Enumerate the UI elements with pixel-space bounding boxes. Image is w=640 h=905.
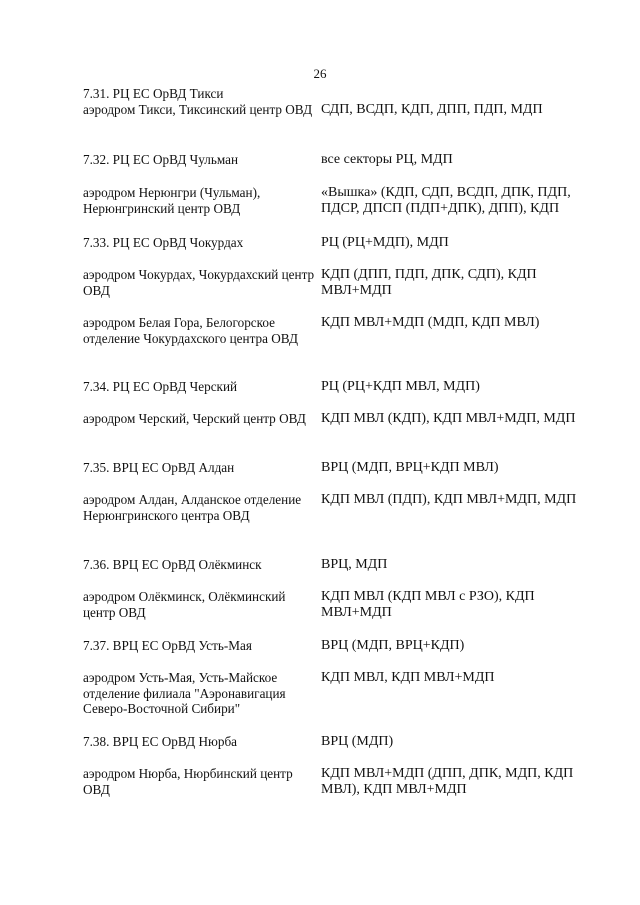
entry-row [83,185,593,217]
entry-value: КДП МВЛ+МДП (МДП, КДП МВЛ) [321,315,540,330]
entry-value: ВРЦ, МДП [321,557,388,572]
entry-value: все секторы РЦ, МДП [321,152,453,167]
entry-value: ВРЦ (МДП, ВРЦ+КДП МВЛ) [321,460,499,475]
page-number: 26 [313,66,327,81]
entry-label: аэродром Алдан, Алданское отделение Нерюнгринского центра ОВД [83,492,302,523]
entry-value: СДП, ВСДП, КДП, ДПП, ПДП, МДП [321,102,543,117]
entry-label: аэродром Тикси, Тиксинский центр ОВД [83,102,313,117]
entry-label: аэродром Олёкминск, Олёкминский центр ОВД [83,589,286,620]
entry-row [83,638,593,654]
entry-row [83,411,593,427]
entry-row [83,557,593,573]
entry-row [83,734,593,750]
entry-value: КДП МВЛ, КДП МВЛ+МДП [321,670,495,685]
entry-value: КДП МВЛ+МДП (ДПП, ДПК, МДП, КДП МВЛ), КДП МВЛ+МДП [321,766,574,797]
entry-label: аэродром Нюрба, Нюрбинский центр ОВД [83,766,293,797]
entry-value: КДП МВЛ (ПДП), КДП МВЛ+МДП, МДП [321,492,577,507]
entry-label: 7.32. РЦ ЕС ОрВД Чульман [83,152,239,167]
entry-value: ВРЦ (МДП, ВРЦ+КДП) [321,638,465,653]
entry-label: аэродром Нерюнгри (Чульман), Нерюнгринский центр ОВД [83,185,261,216]
entry-label: 7.36. ВРЦ ЕС ОрВД Олёкминск [83,557,262,572]
entry-label: аэродром Усть-Мая, Усть-Майское отделение филиала "Аэронавигация Северо-Восточной Сибири" [83,670,286,717]
entry-value: КДП (ДПП, ПДП, ДПК, СДП), КДП МВЛ+МДП [321,267,537,298]
entry-row [83,267,593,299]
entry-label: аэродром Чокурдах, Чокурдахский центр ОВД [83,267,315,298]
entry-label: 7.35. ВРЦ ЕС ОрВД Алдан [83,460,235,475]
entry-row [83,315,593,346]
entry-row [83,670,593,717]
entry-value: «Вышка» (КДП, СДП, ВСДП, ДПК, ПДП, ПДСР, ДПСП (ПДП+ДПК), ДПП), КДП [321,185,571,216]
entry-label: 7.34. РЦ ЕС ОрВД Черский [83,379,238,394]
entry-row [83,86,593,102]
entry-row [83,766,593,798]
entry-label: 7.31. РЦ ЕС ОрВД Тикси [83,86,224,101]
entry-row [83,379,593,395]
entry-value: КДП МВЛ (КДП МВЛ с РЗО), КДП МВЛ+МДП [321,589,535,620]
entry-row [83,235,593,251]
entry-row [83,492,593,523]
entry-row [83,102,593,118]
entry-value: РЦ (РЦ+КДП МВЛ, МДП) [321,379,480,394]
entry-row [83,460,593,476]
entry-value: ВРЦ (МДП) [321,734,394,749]
entry-label: 7.33. РЦ ЕС ОрВД Чокурдах [83,235,244,250]
entry-value: КДП МВЛ (КДП), КДП МВЛ+МДП, МДП [321,411,576,426]
entry-label: аэродром Черский, Черский центр ОВД [83,411,306,426]
entry-label: 7.38. ВРЦ ЕС ОрВД Нюрба [83,734,238,749]
entry-value: РЦ (РЦ+МДП), МДП [321,235,449,250]
entry-label: 7.37. ВРЦ ЕС ОрВД Усть-Мая [83,638,252,653]
entry-row [83,589,593,621]
entry-label: аэродром Белая Гора, Белогорское отделение Чокурдахского центра ОВД [83,315,299,346]
entry-row [83,152,593,168]
